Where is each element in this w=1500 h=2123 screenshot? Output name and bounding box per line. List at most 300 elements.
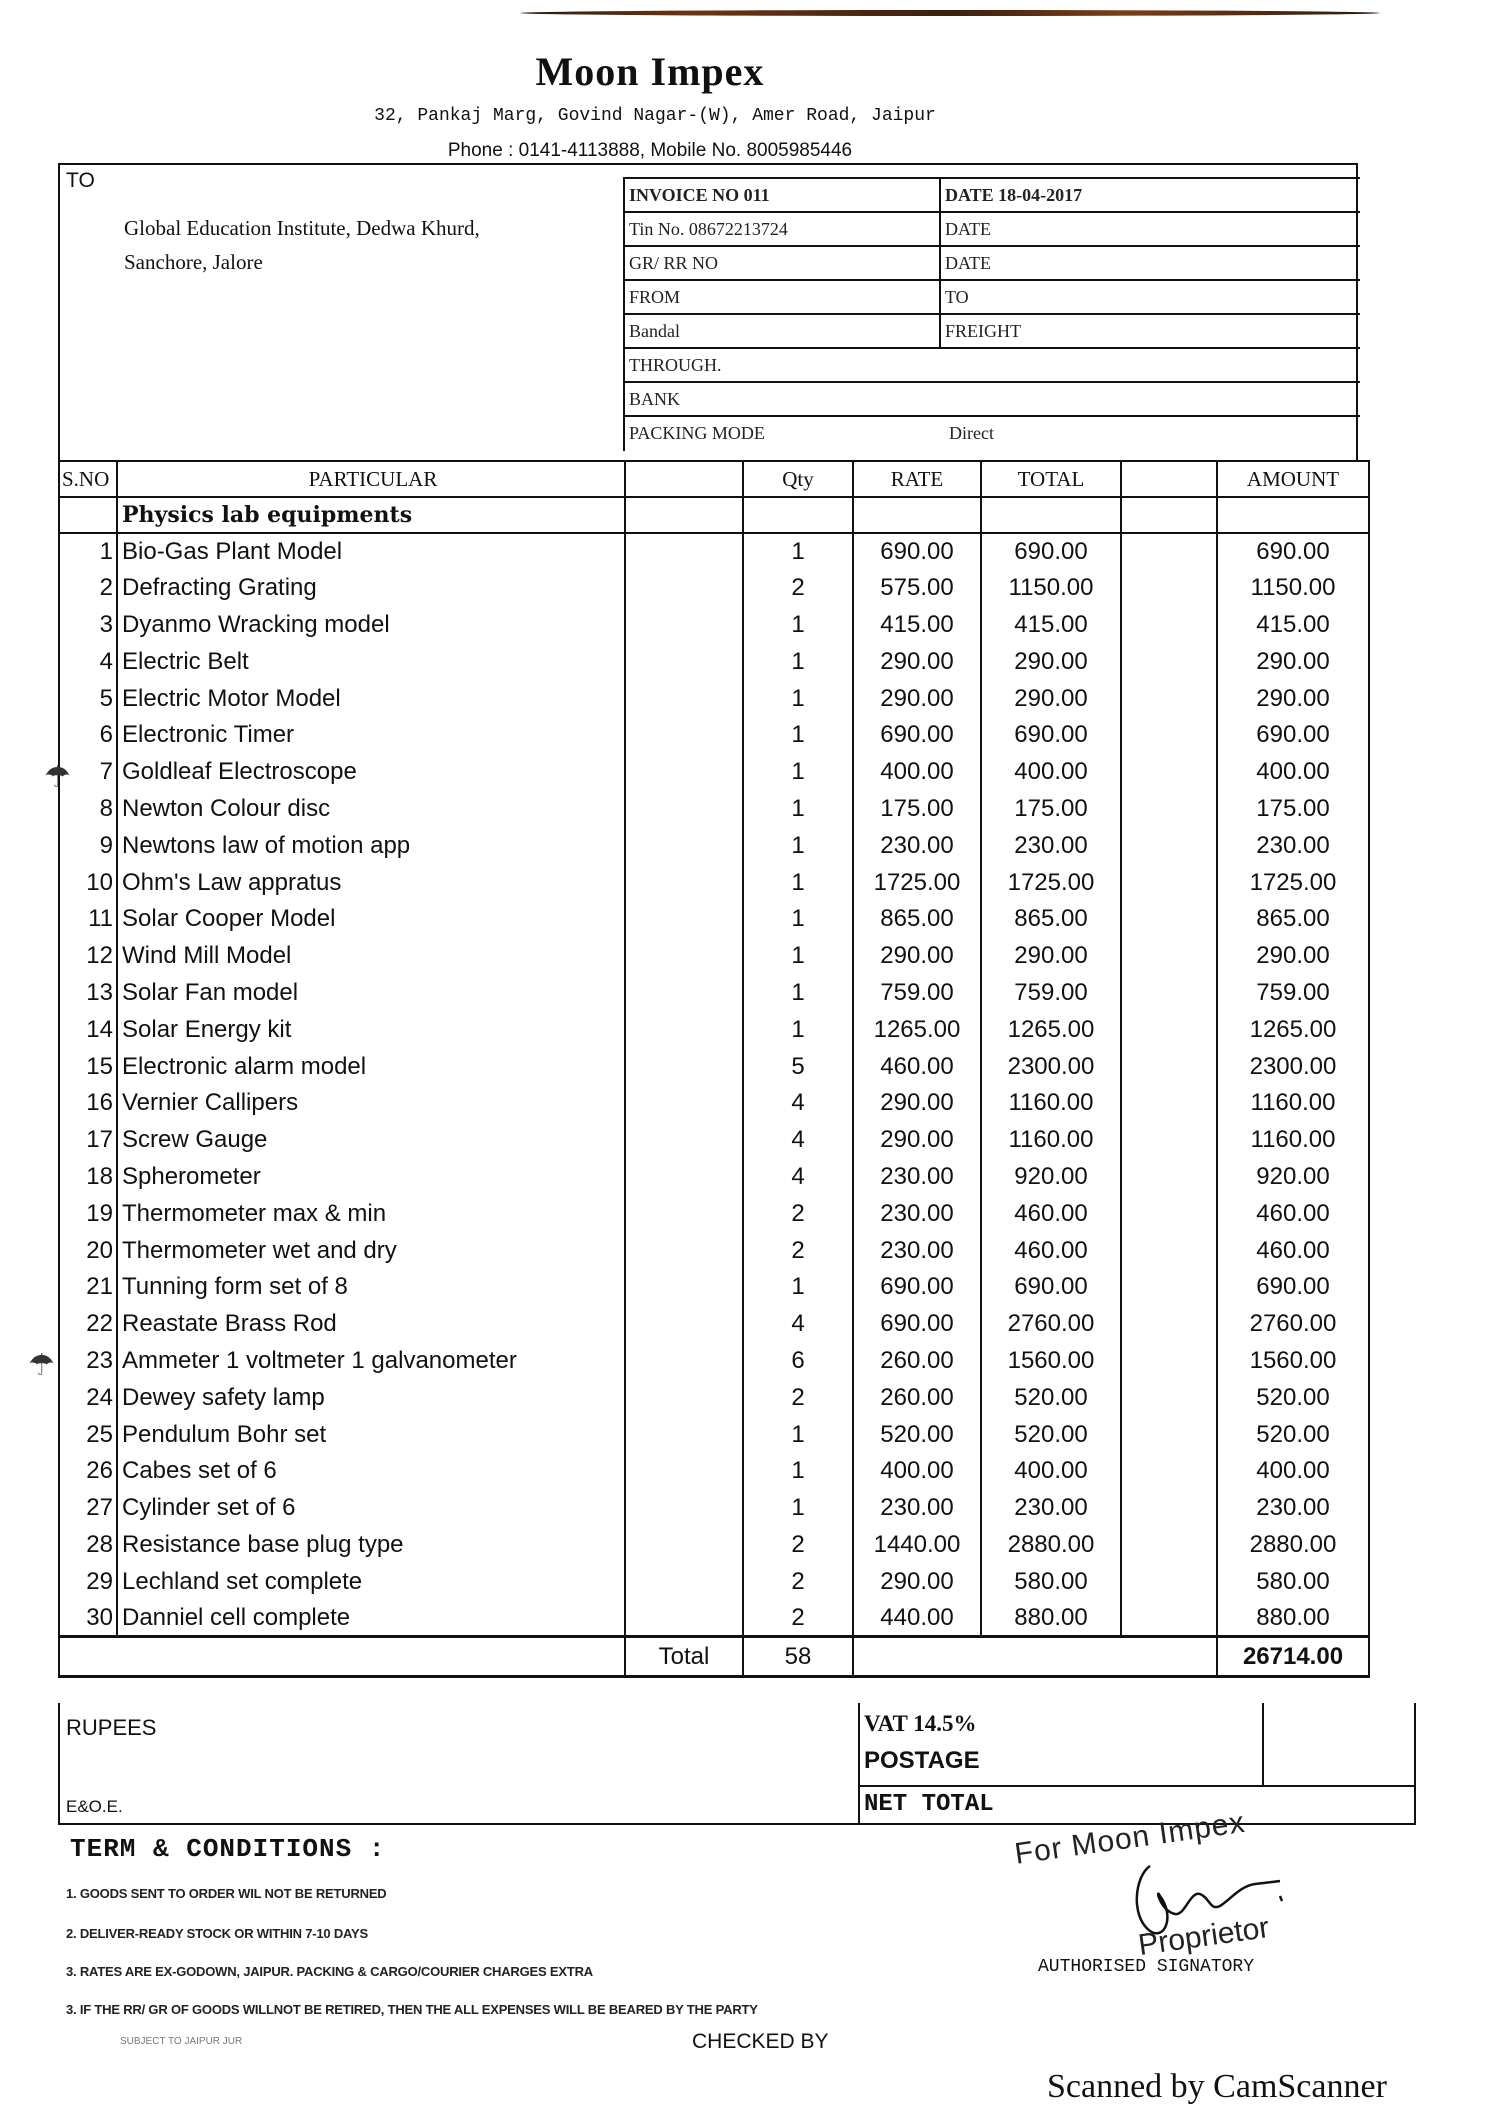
table-row	[59, 791, 1369, 828]
row-sno: 9	[59, 827, 117, 864]
row-blank-1	[625, 680, 743, 717]
row-blank-1	[625, 643, 743, 680]
row-blank-1	[625, 1232, 743, 1269]
table-row	[59, 938, 1369, 975]
row-amount: 1150.00	[1217, 570, 1369, 607]
table-row	[59, 1600, 1369, 1637]
row-blank-1	[625, 1343, 743, 1380]
row-particular: Pendulum Bohr set	[117, 1416, 625, 1453]
row-sno: 10	[59, 864, 117, 901]
row-particular: Dyanmo Wracking model	[117, 607, 625, 644]
summary-block	[58, 1703, 1416, 1825]
row-total: 2880.00	[981, 1527, 1121, 1564]
row-amount: 415.00	[1217, 607, 1369, 644]
row-blank-2	[1121, 607, 1217, 644]
items-body	[59, 497, 1369, 1637]
term-1: 1. GOODS SENT TO ORDER WIL NOT BE RETURNED	[66, 1886, 387, 1901]
table-row	[59, 754, 1369, 791]
row-blank-2	[1121, 1122, 1217, 1159]
row-rate: 290.00	[853, 1122, 981, 1159]
row-total: 290.00	[981, 680, 1121, 717]
row-blank-1	[625, 1085, 743, 1122]
row-sno: 4	[59, 643, 117, 680]
row-total: 880.00	[981, 1600, 1121, 1637]
bandal-field: Bandal	[625, 315, 941, 347]
row-total: 175.00	[981, 791, 1121, 828]
meta-row-from-to	[625, 281, 1360, 315]
table-row	[59, 1379, 1369, 1416]
row-rate: 440.00	[853, 1600, 981, 1637]
row-total: 865.00	[981, 901, 1121, 938]
from-field: FROM	[625, 281, 941, 313]
row-qty: 2	[743, 1527, 853, 1564]
through-field: THROUGH.	[629, 355, 722, 375]
invoice-header	[58, 163, 1358, 461]
row-rate: 230.00	[853, 1195, 981, 1232]
row-total: 400.00	[981, 1453, 1121, 1490]
table-row	[59, 717, 1369, 754]
table-row	[59, 1343, 1369, 1380]
row-blank-1	[625, 1416, 743, 1453]
row-blank-2	[1121, 1269, 1217, 1306]
row-sno: 14	[59, 1011, 117, 1048]
table-row	[59, 1011, 1369, 1048]
row-blank-2	[1121, 938, 1217, 975]
row-blank-1	[625, 607, 743, 644]
row-amount: 460.00	[1217, 1232, 1369, 1269]
table-row	[59, 1490, 1369, 1527]
row-rate: 230.00	[853, 1232, 981, 1269]
row-rate: 690.00	[853, 717, 981, 754]
header-rate: RATE	[853, 461, 981, 497]
row-particular: Bio-Gas Plant Model	[117, 533, 625, 570]
vat-label: VAT 14.5%	[864, 1711, 977, 1736]
row-qty: 1	[743, 827, 853, 864]
row-rate: 230.00	[853, 1490, 981, 1527]
company-name: Moon Impex	[535, 49, 765, 94]
authorised-signatory: AUTHORISED SIGNATORY	[1038, 1957, 1255, 1977]
row-particular: Goldleaf Electroscope	[117, 754, 625, 791]
to-label: TO	[66, 169, 95, 192]
row-amount: 1160.00	[1217, 1122, 1369, 1159]
row-blank-2	[1121, 1563, 1217, 1600]
row-total: 1160.00	[981, 1085, 1121, 1122]
invoice-number: INVOICE NO 011	[625, 179, 941, 211]
meta-row-invoice	[625, 179, 1360, 213]
row-blank-2	[1121, 643, 1217, 680]
row-particular: Electric Belt	[117, 643, 625, 680]
checked-by: CHECKED BY	[692, 2030, 829, 2053]
row-sno: 19	[59, 1195, 117, 1232]
row-total: 1265.00	[981, 1011, 1121, 1048]
table-row	[59, 1527, 1369, 1564]
row-sno: 15	[59, 1048, 117, 1085]
table-row	[59, 643, 1369, 680]
row-blank-2	[1121, 1159, 1217, 1196]
proprietor-label: Proprietor	[1136, 1910, 1272, 1963]
row-blank-1	[625, 1379, 743, 1416]
row-particular: Screw Gauge	[117, 1122, 625, 1159]
company-address: 32, Pankaj Marg, Govind Nagar-(W), Amer Road, Jaipur	[374, 106, 936, 126]
row-rate: 759.00	[853, 975, 981, 1012]
row-particular: Vernier Callipers	[117, 1085, 625, 1122]
row-sno: 17	[59, 1122, 117, 1159]
row-total: 230.00	[981, 827, 1121, 864]
recipient-line-1: Global Education Institute, Dedwa Khurd,	[124, 216, 480, 240]
row-qty: 1	[743, 975, 853, 1012]
header-sno: S.NO	[59, 461, 117, 497]
company-phone: Phone : 0141-4113888, Mobile No. 8005985446	[447, 140, 853, 161]
row-total: 460.00	[981, 1195, 1121, 1232]
row-rate: 690.00	[853, 533, 981, 570]
row-sno: 11	[59, 901, 117, 938]
row-particular: Electric Motor Model	[117, 680, 625, 717]
packing-mode-value: Direct	[949, 423, 994, 443]
row-blank-2	[1121, 901, 1217, 938]
row-blank-1	[625, 1048, 743, 1085]
row-blank-1	[625, 827, 743, 864]
row-total: 1725.00	[981, 864, 1121, 901]
row-sno: 7	[59, 754, 117, 791]
row-amount: 520.00	[1217, 1379, 1369, 1416]
row-blank-2	[1121, 975, 1217, 1012]
row-blank-2	[1121, 570, 1217, 607]
row-blank-1	[625, 1490, 743, 1527]
row-rate: 690.00	[853, 1306, 981, 1343]
row-rate: 400.00	[853, 754, 981, 791]
meta-row-tin	[625, 213, 1360, 247]
table-row	[59, 570, 1369, 607]
row-total: 690.00	[981, 533, 1121, 570]
row-particular: Tunning form set of 8	[117, 1269, 625, 1306]
scanned-page-edge	[520, 10, 1380, 16]
row-rate: 290.00	[853, 938, 981, 975]
meta-row-gr	[625, 247, 1360, 281]
bank-field: BANK	[629, 389, 681, 409]
row-amount: 290.00	[1217, 680, 1369, 717]
for-company-stamp: For Moon Impex	[1012, 1805, 1248, 1871]
net-divider	[860, 1785, 1416, 1787]
row-sno: 25	[59, 1416, 117, 1453]
table-row	[59, 1269, 1369, 1306]
recipient-address	[124, 211, 644, 279]
row-particular: Electronic alarm model	[117, 1048, 625, 1085]
row-blank-1	[625, 1011, 743, 1048]
row-qty: 2	[743, 1232, 853, 1269]
row-qty: 4	[743, 1159, 853, 1196]
row-amount: 1160.00	[1217, 1085, 1369, 1122]
row-rate: 690.00	[853, 1269, 981, 1306]
table-row	[59, 1416, 1369, 1453]
row-total: 920.00	[981, 1159, 1121, 1196]
row-total: 520.00	[981, 1379, 1121, 1416]
row-qty: 1	[743, 607, 853, 644]
row-sno: 21	[59, 1269, 117, 1306]
row-blank-1	[625, 1563, 743, 1600]
section-row	[59, 497, 1369, 533]
row-qty: 1	[743, 864, 853, 901]
row-blank-1	[625, 1269, 743, 1306]
table-row	[59, 680, 1369, 717]
row-qty: 2	[743, 570, 853, 607]
row-qty: 1	[743, 1453, 853, 1490]
row-amount: 880.00	[1217, 1600, 1369, 1637]
tin-number: Tin No. 08672213724	[625, 213, 941, 245]
row-total: 290.00	[981, 938, 1121, 975]
row-amount: 690.00	[1217, 1269, 1369, 1306]
row-particular: Cylinder set of 6	[117, 1490, 625, 1527]
row-qty: 5	[743, 1048, 853, 1085]
row-amount: 690.00	[1217, 533, 1369, 570]
meta-row-packing	[625, 417, 1360, 451]
gr-rr-number: GR/ RR NO	[625, 247, 941, 279]
row-particular: Electronic Timer	[117, 717, 625, 754]
row-rate: 260.00	[853, 1343, 981, 1380]
row-total: 2760.00	[981, 1306, 1121, 1343]
table-row	[59, 1232, 1369, 1269]
row-blank-1	[625, 1527, 743, 1564]
row-blank-1	[625, 1600, 743, 1637]
row-rate: 1725.00	[853, 864, 981, 901]
row-sno: 28	[59, 1527, 117, 1564]
row-total: 690.00	[981, 1269, 1121, 1306]
row-sno: 26	[59, 1453, 117, 1490]
row-blank-2	[1121, 864, 1217, 901]
row-blank-1	[625, 1159, 743, 1196]
row-rate: 1265.00	[853, 1011, 981, 1048]
row-amount: 175.00	[1217, 791, 1369, 828]
table-row	[59, 1195, 1369, 1232]
row-qty: 2	[743, 1379, 853, 1416]
row-qty: 1	[743, 680, 853, 717]
row-blank-2	[1121, 1306, 1217, 1343]
row-particular: Dewey safety lamp	[117, 1379, 625, 1416]
row-sno: 1	[59, 533, 117, 570]
row-qty: 4	[743, 1085, 853, 1122]
row-qty: 1	[743, 1269, 853, 1306]
row-sno: 18	[59, 1159, 117, 1196]
row-blank-1	[625, 864, 743, 901]
row-sno: 20	[59, 1232, 117, 1269]
row-particular: Ohm's Law appratus	[117, 864, 625, 901]
row-rate: 400.00	[853, 1453, 981, 1490]
row-blank-2	[1121, 1379, 1217, 1416]
row-sno: 2	[59, 570, 117, 607]
row-blank-2	[1121, 1490, 1217, 1527]
row-blank-1	[625, 1306, 743, 1343]
tin-date: DATE	[945, 219, 991, 239]
row-sno: 27	[59, 1490, 117, 1527]
row-blank-2	[1121, 1011, 1217, 1048]
recipient-line-2: Sanchore, Jalore	[124, 250, 263, 274]
row-amount: 2300.00	[1217, 1048, 1369, 1085]
row-total: 230.00	[981, 1490, 1121, 1527]
header-total: TOTAL	[981, 461, 1121, 497]
row-sno: 12	[59, 938, 117, 975]
row-amount: 2880.00	[1217, 1527, 1369, 1564]
row-total: 1150.00	[981, 570, 1121, 607]
truncated-term: SUBJECT TO JAIPUR JUR	[120, 2036, 243, 2047]
rupees-label: RUPEES	[66, 1715, 157, 1740]
total-qty: 58	[743, 1637, 853, 1677]
grand-total: 26714.00	[1217, 1637, 1369, 1677]
table-row	[59, 533, 1369, 570]
row-sno: 3	[59, 607, 117, 644]
row-total: 759.00	[981, 975, 1121, 1012]
row-blank-2	[1121, 827, 1217, 864]
scanner-watermark: Scanned by CamScanner	[1047, 2068, 1387, 2105]
row-amount: 690.00	[1217, 717, 1369, 754]
row-particular: Danniel cell complete	[117, 1600, 625, 1637]
header-qty: Qty	[743, 461, 853, 497]
row-sno: 13	[59, 975, 117, 1012]
table-row	[59, 864, 1369, 901]
row-blank-1	[625, 717, 743, 754]
row-qty: 1	[743, 1490, 853, 1527]
row-blank-1	[625, 754, 743, 791]
row-rate: 575.00	[853, 570, 981, 607]
row-total: 580.00	[981, 1563, 1121, 1600]
row-total: 400.00	[981, 754, 1121, 791]
row-blank-2	[1121, 1343, 1217, 1380]
row-blank-2	[1121, 754, 1217, 791]
row-sno: 29	[59, 1563, 117, 1600]
row-amount: 290.00	[1217, 938, 1369, 975]
row-amount: 290.00	[1217, 643, 1369, 680]
row-blank-1	[625, 791, 743, 828]
eoe-label: E&O.E.	[66, 1797, 123, 1816]
punch-hole-mark-icon: ☂	[44, 761, 71, 794]
row-total: 520.00	[981, 1416, 1121, 1453]
row-qty: 1	[743, 533, 853, 570]
packing-mode-label: PACKING MODE	[629, 423, 765, 443]
row-blank-1	[625, 570, 743, 607]
row-particular: Wind Mill Model	[117, 938, 625, 975]
term-3: 3. RATES ARE EX-GODOWN, JAIPUR. PACKING & CARGO/COURIER CHARGES EXTRA	[66, 1964, 593, 1979]
row-blank-2	[1121, 1527, 1217, 1564]
row-blank-2	[1121, 717, 1217, 754]
row-particular: Solar Cooper Model	[117, 901, 625, 938]
row-qty: 1	[743, 1011, 853, 1048]
row-total: 1560.00	[981, 1343, 1121, 1380]
row-rate: 230.00	[853, 1159, 981, 1196]
invoice-meta-grid	[623, 177, 1360, 451]
row-blank-1	[625, 1122, 743, 1159]
gr-date: DATE	[945, 253, 991, 273]
row-amount: 2760.00	[1217, 1306, 1369, 1343]
row-rate: 865.00	[853, 901, 981, 938]
row-total: 1160.00	[981, 1122, 1121, 1159]
row-blank-2	[1121, 1453, 1217, 1490]
row-qty: 6	[743, 1343, 853, 1380]
row-blank-2	[1121, 1232, 1217, 1269]
row-blank-2	[1121, 680, 1217, 717]
row-blank-1	[625, 533, 743, 570]
to-field: TO	[945, 287, 969, 307]
row-total: 415.00	[981, 607, 1121, 644]
terms-title: TERM & CONDITIONS :	[70, 1834, 386, 1864]
row-qty: 4	[743, 1122, 853, 1159]
meta-row-bank	[625, 383, 1360, 417]
row-sno: 5	[59, 680, 117, 717]
row-rate: 1440.00	[853, 1527, 981, 1564]
row-sno: 23	[59, 1343, 117, 1380]
tax-column	[858, 1703, 1416, 1823]
row-sno: 16	[59, 1085, 117, 1122]
row-particular: Lechland set complete	[117, 1563, 625, 1600]
row-particular: Spherometer	[117, 1159, 625, 1196]
row-particular: Cabes set of 6	[117, 1453, 625, 1490]
meta-row-through	[625, 349, 1360, 383]
row-sno: 30	[59, 1600, 117, 1637]
row-amount: 759.00	[1217, 975, 1369, 1012]
freight-field: FREIGHT	[945, 321, 1021, 341]
table-row	[59, 1048, 1369, 1085]
row-amount: 1265.00	[1217, 1011, 1369, 1048]
total-row	[59, 1637, 1369, 1677]
row-rate: 230.00	[853, 827, 981, 864]
row-amount: 520.00	[1217, 1416, 1369, 1453]
row-blank-1	[625, 1453, 743, 1490]
tax-amount-cell	[1262, 1703, 1416, 1785]
meta-row-bandal	[625, 315, 1360, 349]
term-2: 2. DELIVER-READY STOCK OR WITHIN 7-10 DAYS	[66, 1926, 368, 1941]
row-blank-1	[625, 975, 743, 1012]
row-qty: 1	[743, 1416, 853, 1453]
row-rate: 175.00	[853, 791, 981, 828]
table-row	[59, 607, 1369, 644]
row-qty: 1	[743, 717, 853, 754]
table-header-row	[59, 461, 1369, 497]
row-particular: Solar Energy kit	[117, 1011, 625, 1048]
row-blank-2	[1121, 1416, 1217, 1453]
row-qty: 2	[743, 1600, 853, 1637]
row-particular: Solar Fan model	[117, 975, 625, 1012]
row-qty: 1	[743, 643, 853, 680]
row-sno: 6	[59, 717, 117, 754]
row-rate: 460.00	[853, 1048, 981, 1085]
row-rate: 290.00	[853, 1085, 981, 1122]
row-total: 690.00	[981, 717, 1121, 754]
row-blank-2	[1121, 1195, 1217, 1232]
total-label: Total	[625, 1637, 743, 1677]
term-4: 3. IF THE RR/ GR OF GOODS WILLNOT BE RETIRED, THEN THE ALL EXPENSES WILL BE BEARED BY THE PARTY	[66, 2002, 758, 2017]
table-row	[59, 1159, 1369, 1196]
table-row	[59, 901, 1369, 938]
table-row	[59, 975, 1369, 1012]
table-row	[59, 1453, 1369, 1490]
table-row	[59, 1563, 1369, 1600]
row-blank-2	[1121, 533, 1217, 570]
row-blank-1	[625, 1195, 743, 1232]
row-rate: 290.00	[853, 680, 981, 717]
row-qty: 2	[743, 1563, 853, 1600]
row-blank-2	[1121, 1048, 1217, 1085]
row-qty: 1	[743, 754, 853, 791]
header-blank-1	[625, 461, 743, 497]
row-amount: 1725.00	[1217, 864, 1369, 901]
items-table	[58, 460, 1370, 1678]
row-amount: 230.00	[1217, 1490, 1369, 1527]
row-total: 2300.00	[981, 1048, 1121, 1085]
row-amount: 400.00	[1217, 754, 1369, 791]
row-qty: 1	[743, 938, 853, 975]
row-particular: Thermometer wet and dry	[117, 1232, 625, 1269]
row-sno: 24	[59, 1379, 117, 1416]
row-rate: 260.00	[853, 1379, 981, 1416]
row-qty: 2	[743, 1195, 853, 1232]
row-particular: Ammeter 1 voltmeter 1 galvanometer	[117, 1343, 625, 1380]
